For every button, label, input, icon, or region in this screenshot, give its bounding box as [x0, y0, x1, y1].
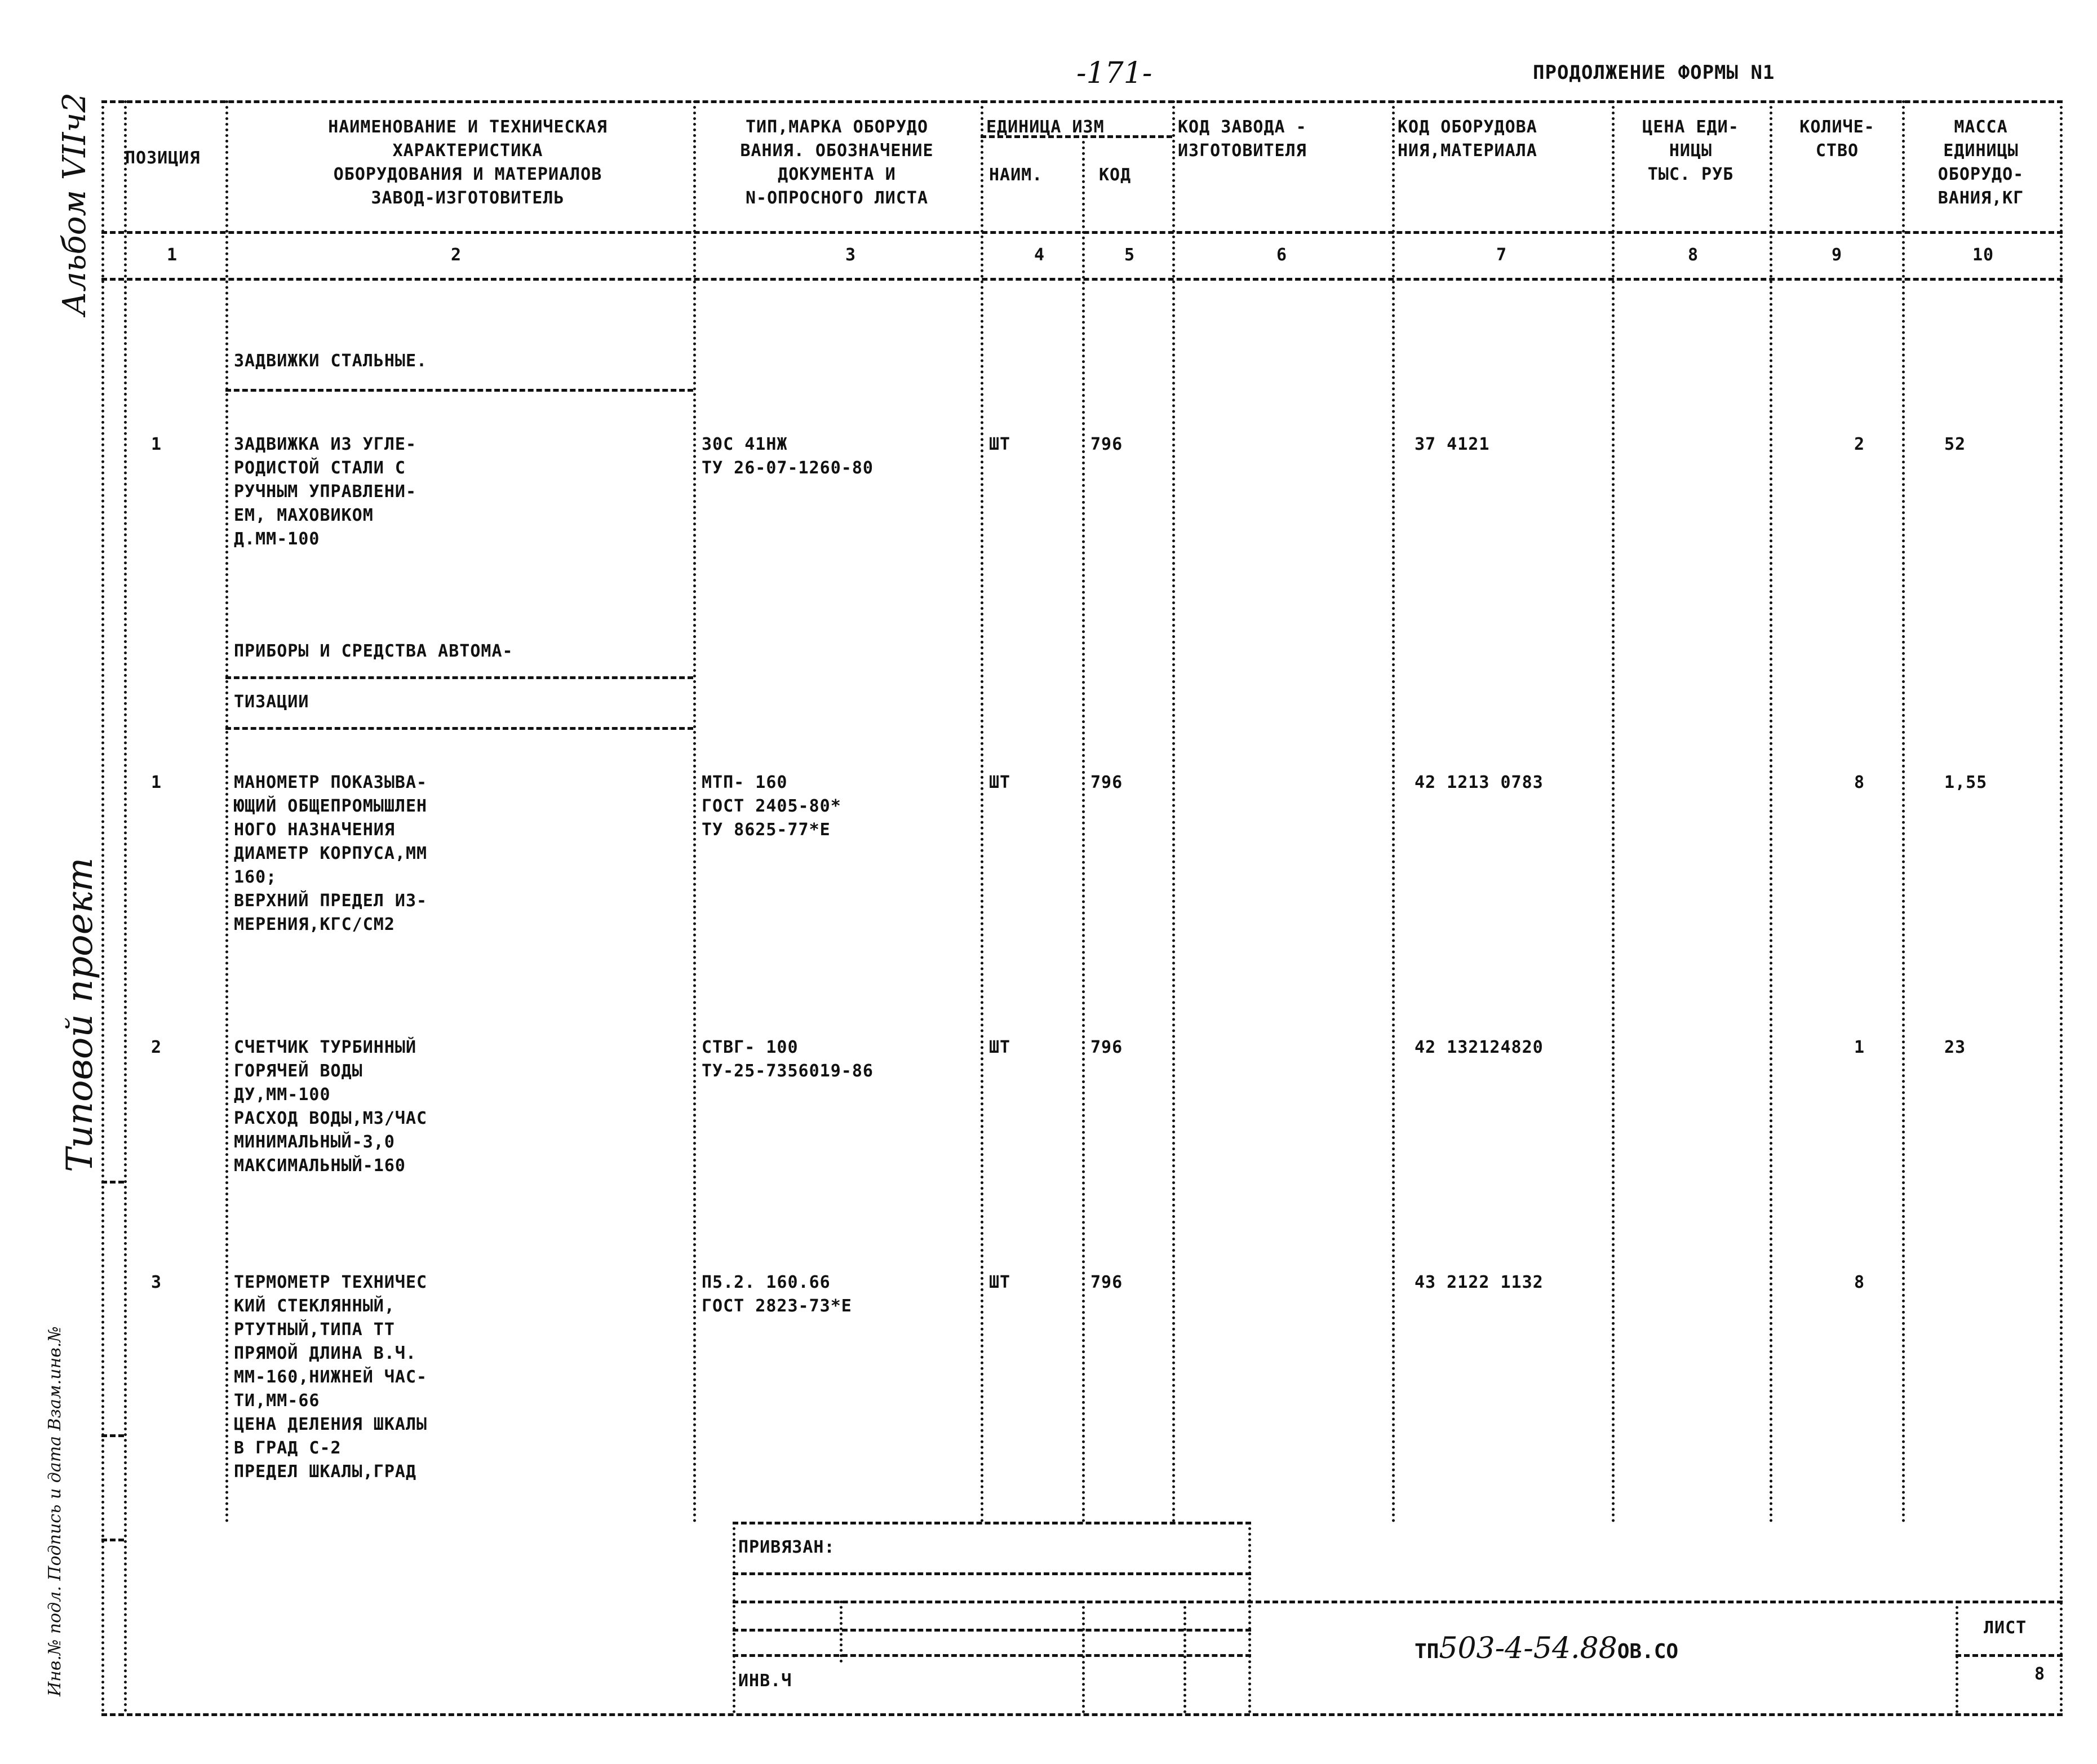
sheet-label: ЛИСТ: [1984, 1618, 2027, 1638]
column-number: 9: [1832, 245, 1843, 265]
row-name: ТЕРМОМЕТР ТЕХНИЧЕС КИЙ СТЕКЛЯННЫЙ, РТУТНЫЙ,ТИПА ТТ ПРЯМОЙ ДЛИНА В.Ч. ММ-160,НИЖНЕЙ ЧАС- ТИ,ММ-66 ЦЕНА ДЕЛЕНИЯ ШКАЛЫ В ГРАД С-2 ПРЕДЕЛ ШКАЛЫ,ГРАД: [234, 1273, 428, 1482]
col-divider-5-6: [1172, 100, 1175, 1523]
section-title-instruments-cont: ТИЗАЦИИ: [234, 692, 309, 712]
header-name: НАИМЕНОВАНИЕ И ТЕХНИЧЕСКАЯ ХАРАКТЕРИСТИКА ОБОРУДОВАНИЯ И МАТЕРИАЛОВ ЗАВОД-ИЗГОТОВИТЕЛЬ: [328, 117, 608, 208]
header-factory-code: КОД ЗАВОДА - ИЗГОТОВИТЕЛЯ: [1178, 117, 1307, 161]
row-unit-code: 796: [1090, 435, 1123, 454]
row-unit-code: 796: [1090, 773, 1123, 792]
row-equipment-code: 37 4121: [1415, 435, 1490, 454]
stamp-sheet-divider: [1956, 1601, 1958, 1713]
header-unit-code: КОД: [1099, 165, 1132, 185]
sheet-number: 8: [2034, 1664, 2046, 1684]
row-unit: ШТ: [989, 435, 1011, 454]
column-number: 10: [1972, 245, 1994, 265]
column-number: 2: [451, 245, 462, 265]
side-strip-divider: [101, 1434, 124, 1437]
col-divider-8-9: [1770, 100, 1772, 1523]
continuation-title: ПРОДОЛЖЕНИЕ ФОРМЫ N1: [1533, 61, 1775, 84]
row-name: МАНОМЕТР ПОКАЗЫВА- ЮЩИЙ ОБЩЕПРОМЫШЛЕН НОГО НАЗНАЧЕНИЯ ДИАМЕТР КОРПУСА,ММ 160; ВЕРХНИЙ ПРЕДЕЛ ИЗ- МЕРЕНИЯ,КГС/СМ2: [234, 773, 428, 934]
stamp-divider: [1082, 1601, 1085, 1713]
row-position: 1: [151, 773, 162, 792]
stamp-divider: [733, 1522, 735, 1713]
side-strip-divider: [101, 1539, 124, 1541]
left-border: [101, 100, 104, 1713]
page-number: -171-: [1076, 56, 1152, 90]
stamp-privyazan: ПРИВЯЗАН:: [738, 1537, 835, 1557]
row-position: 2: [151, 1038, 162, 1057]
col-divider-3-4: [981, 100, 983, 1523]
section-box-top: [225, 676, 693, 679]
row-name: ЗАДВИЖКА ИЗ УГЛЕ- РОДИСТОЙ СТАЛИ С РУЧНЫМ УПРАВЛЕНИ- ЕМ, МАХОВИКОМ Д.ММ-100: [234, 435, 417, 549]
table-top-border: [101, 100, 2063, 103]
col-divider-4-5: [1082, 135, 1085, 1523]
column-number: 7: [1496, 245, 1508, 265]
col-divider-1-2: [225, 100, 228, 1523]
album-label: Альбом VIIч2: [56, 92, 93, 316]
stamp-divider: [1183, 1601, 1186, 1713]
stamp-divider: [1248, 1522, 1251, 1713]
section-title-valves: ЗАДВИЖКИ СТАЛЬНЫЕ.: [234, 351, 428, 371]
row-mass: 52: [1944, 435, 1966, 454]
row-unit: ШТ: [989, 773, 1011, 792]
row-quantity: 1: [1854, 1038, 1865, 1057]
document-code-suffix: ОВ.СО: [1617, 1640, 1679, 1663]
header-quantity: КОЛИЧЕ- СТВО: [1799, 117, 1875, 161]
column-number: 1: [167, 245, 178, 265]
header-unit: ЕДИНИЦА ИЗМ: [986, 117, 1105, 137]
row-mass: 23: [1944, 1038, 1966, 1057]
stamp-divider: [840, 1601, 843, 1663]
project-label: Типовой проект: [59, 857, 101, 1172]
row-type: МТП- 160 ГОСТ 2405-80* ТУ 8625-77*Е: [702, 773, 841, 840]
side-strip-divider: [101, 1181, 124, 1184]
document-code: [1415, 1632, 1678, 1665]
header-position: ПОЗИЦИЯ: [125, 148, 201, 168]
stamp-row-border: [733, 1629, 1251, 1632]
row-unit-code: 796: [1090, 1038, 1123, 1057]
stamp-title-border: [733, 1601, 2063, 1603]
row-equipment-code: 42 1213 0783: [1415, 773, 1544, 792]
stamp-side-label: Инв.№ подл. Подпись и дата Взам.инв.№: [45, 1326, 65, 1696]
row-unit-code: 796: [1090, 1273, 1123, 1292]
header-mass: МАССА ЕДИНИЦЫ ОБОРУДО- ВАНИЯ,КГ: [1938, 117, 2024, 208]
row-equipment-code: 43 2122 1132: [1415, 1273, 1544, 1292]
column-number: 4: [1034, 245, 1045, 265]
row-type: П5.2. 160.66 ГОСТ 2823-73*Е: [702, 1273, 852, 1316]
col-divider-6-7: [1392, 100, 1395, 1523]
section-underline: [225, 389, 693, 392]
row-position: 1: [151, 435, 162, 454]
column-number: 3: [845, 245, 857, 265]
row-unit: ШТ: [989, 1038, 1011, 1057]
row-position: 3: [151, 1273, 162, 1292]
stamp-row-border: [733, 1572, 1251, 1575]
page-bottom-border: [101, 1713, 2063, 1716]
row-type: СТВГ- 100 ТУ-25-7356019-86: [702, 1038, 874, 1081]
column-number: 8: [1688, 245, 1699, 265]
row-quantity: 2: [1854, 435, 1865, 454]
section-box-bottom: [225, 727, 693, 730]
stamp-inv: ИНВ.Ч: [738, 1671, 792, 1691]
row-quantity: 8: [1854, 1273, 1865, 1292]
row-quantity: 8: [1854, 773, 1865, 792]
column-number: 6: [1276, 245, 1288, 265]
stamp-sheet-border: [1956, 1654, 2063, 1657]
row-equipment-code: 42 132124820: [1415, 1038, 1544, 1057]
side-strip-border: [124, 100, 127, 1713]
row-name: СЧЕТЧИК ТУРБИННЫЙ ГОРЯЧЕЙ ВОДЫ ДУ,ММ-100 РАСХОД ВОДЫ,М3/ЧАС МИНИМАЛЬНЫЙ-3,0 МАКСИМАЛЬНЫЙ-160: [234, 1038, 428, 1176]
header-equipment-code: КОД ОБОРУДОВА НИЯ,МАТЕРИАЛА: [1398, 117, 1537, 161]
col-divider-9-10: [1902, 100, 1905, 1523]
stamp-top-border: [733, 1522, 1251, 1524]
col-divider-2-3: [693, 100, 696, 1523]
document-code-number: 503-4-54.88: [1439, 1632, 1617, 1665]
header-unit-price: ЦЕНА ЕДИ- НИЦЫ ТЫС. РУБ: [1642, 117, 1739, 184]
section-title-instruments: ПРИБОРЫ И СРЕДСТВА АВТОМА-: [234, 641, 513, 661]
header-type: ТИП,МАРКА ОБОРУДО ВАНИЯ. ОБОЗНАЧЕНИЕ ДОКУМЕНТА И N-ОПРОСНОГО ЛИСТА: [740, 117, 934, 208]
col-divider-7-8: [1612, 100, 1615, 1523]
right-border: [2060, 100, 2063, 1713]
header-unit-name: НАИМ.: [989, 165, 1043, 185]
row-type: 30С 41НЖ ТУ 26-07-1260-80: [702, 435, 874, 478]
column-number: 5: [1124, 245, 1136, 265]
row-mass: 1,55: [1944, 773, 1988, 792]
document-code-prefix: ТП: [1415, 1640, 1439, 1663]
row-unit: ШТ: [989, 1273, 1011, 1292]
stamp-row-border: [733, 1654, 1251, 1657]
